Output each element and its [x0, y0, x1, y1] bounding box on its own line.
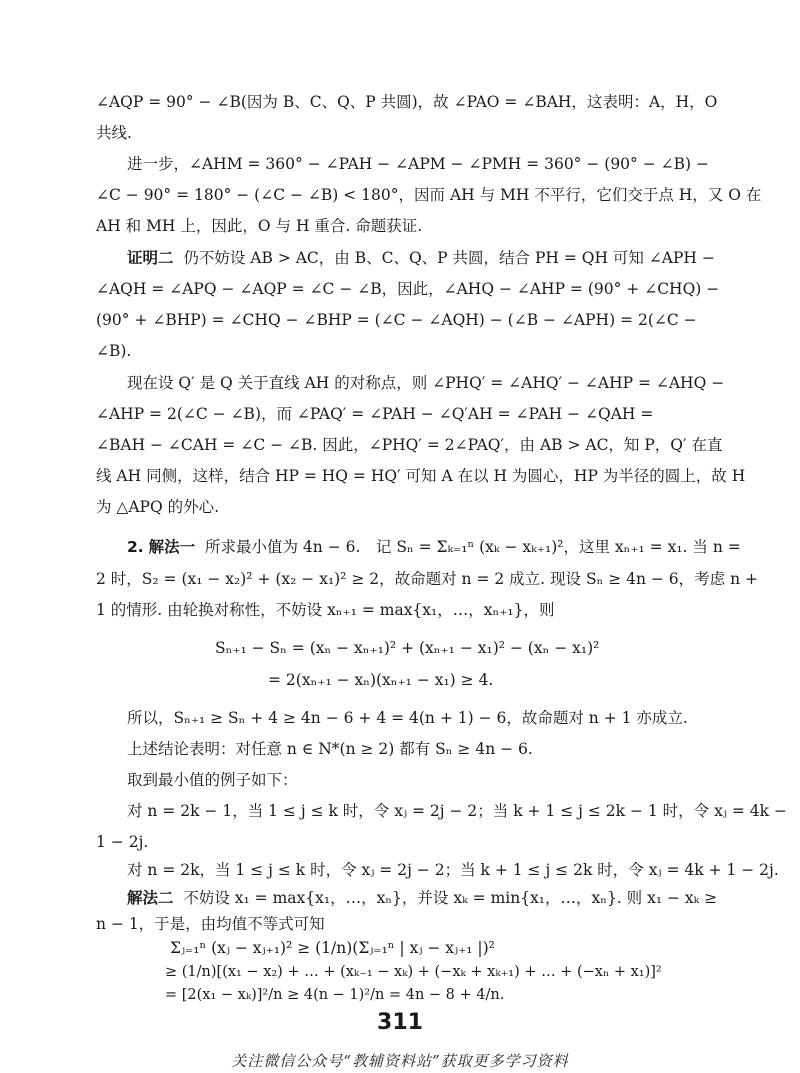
- text-line: AH 和 MH 上，因此，O 与 H 重合. 命题获证.: [96, 217, 423, 235]
- text-span: 不妨设 x₁ = max{x₁，…，xₙ}，并设 xₖ = min{x₁，…，xₙ}. 则 x₁ − xₖ ≥: [183, 889, 718, 907]
- equation-line: = 2(xₙ₊₁ − xₙ)(xₙ₊₁ − x₁) ≥ 4.: [268, 671, 494, 689]
- proof-two-first-line: [0, 248, 800, 268]
- problem-number: 2.: [127, 538, 144, 556]
- text-line: 取到最小值的例子如下：: [127, 771, 298, 789]
- text-span: 所求最小值为 4n − 6. 记 Sₙ = Σₖ₌₁ⁿ (xₖ − xₖ₊₁)²，这里 xₙ₊₁ = x₁. 当 n =: [205, 538, 741, 556]
- text-line: 对 n = 2k − 1，当 1 ≤ j ≤ k 时，令 xⱼ = 2j − 2；当 k + 1 ≤ j ≤ 2k − 1 时，令 xⱼ = 4k −: [127, 802, 787, 820]
- page-number: 311: [377, 1010, 423, 1035]
- text-line: ∠AQH = ∠APQ − ∠AQP = ∠C − ∠B，因此，∠AHQ − ∠AHP = (90° + ∠CHQ) −: [96, 280, 720, 298]
- text-line: 上述结论表明：对任意 n ∈ N*(n ≥ 2) 都有 Sₙ ≥ 4n − 6.: [127, 740, 533, 758]
- equation-line: Sₙ₊₁ − Sₙ = (xₙ − xₙ₊₁)² + (xₙ₊₁ − x₁)² − (xₙ − x₁)²: [215, 639, 600, 657]
- text-line: 2 时，S₂ = (x₁ − x₂)² + (x₂ − x₁)² ≥ 2，故命题对 n = 2 成立. 现设 Sₙ ≥ 4n − 6，考虑 n +: [96, 570, 758, 588]
- solution-one-label: 解法一: [148, 538, 196, 556]
- proof-two-label: 证明二: [127, 249, 174, 267]
- problem-two-first-line: [0, 537, 800, 557]
- text-line: ∠AQP = 90° − ∠B(因为 B、C、Q、P 共圆)，故 ∠PAO = ∠BAH，这表明：A，H，O: [96, 93, 718, 111]
- text-line: 线 AH 同侧，这样，结合 HP = HQ = HQ′ 可知 A 在以 H 为圆心，HP 为半径的圆上，故 H: [96, 467, 746, 485]
- equation-line: = [2(x₁ − xₖ)]²/n ≥ 4(n − 1)²/n = 4n − 8 + 4/n.: [165, 987, 505, 1003]
- text-line: 共线.: [96, 124, 132, 142]
- equation-line: Σⱼ₌₁ⁿ (xⱼ − xⱼ₊₁)² ≥ (1/n)(Σⱼ₌₁ⁿ | xⱼ − xⱼ₊₁ |)²: [170, 939, 495, 957]
- text-line: n − 1，于是，由均值不等式可知: [96, 915, 325, 933]
- solution-two-first-line: [0, 888, 800, 908]
- text-line: 进一步，∠AHM = 360° − ∠PAH − ∠APM − ∠PMH = 360° − (90° − ∠B) −: [127, 155, 709, 173]
- text-span: 仍不妨设 AB > AC，由 B、C、Q、P 共圆，结合 PH = QH 可知 ∠APH −: [183, 249, 715, 267]
- solution-two-label: 解法二: [127, 889, 174, 907]
- text-line: 1 的情形. 由轮换对称性，不妨设 xₙ₊₁ = max{x₁，…，xₙ₊₁}，则: [96, 601, 555, 619]
- text-line: ∠AHP = 2(∠C − ∠B)，而 ∠PAQ′ = ∠PAH − ∠Q′AH = ∠PAH − ∠QAH =: [96, 405, 654, 423]
- footer-watermark: 关注微信公众号“教辅资料站”获取更多学习资料: [231, 1052, 569, 1070]
- text-line: 所以，Sₙ₊₁ ≥ Sₙ + 4 ≥ 4n − 6 + 4 = 4(n + 1) − 6，故命题对 n + 1 亦成立.: [127, 709, 688, 727]
- text-line: ∠BAH − ∠CAH = ∠C − ∠B. 因此，∠PHQ′ = 2∠PAQ′，由 AB > AC，知 P，Q′ 在直: [96, 436, 723, 454]
- text-line: ∠C − 90° = 180° − (∠C − ∠B) < 180°，因而 AH 与 MH 不平行，它们交于点 H，又 O 在: [96, 186, 762, 204]
- text-line: ∠B).: [96, 342, 132, 360]
- text-line: (90° + ∠BHP) = ∠CHQ − ∠BHP = (∠C − ∠AQH) − (∠B − ∠APH) = 2(∠C −: [96, 311, 697, 329]
- text-line: 对 n = 2k，当 1 ≤ j ≤ k 时，令 xⱼ = 2j − 2；当 k + 1 ≤ j ≤ 2k 时，令 xⱼ = 4k + 1 − 2j.: [127, 861, 779, 879]
- equation-line: ≥ (1/n)[(x₁ − x₂) + … + (xₖ₋₁ − xₖ) + (−xₖ + xₖ₊₁) + … + (−xₙ + x₁)]²: [165, 964, 662, 980]
- text-line: 1 − 2j.: [96, 833, 149, 851]
- text-line: 为 △APQ 的外心.: [96, 498, 220, 516]
- text-line: 现在设 Q′ 是 Q 关于直线 AH 的对称点，则 ∠PHQ′ = ∠AHQ′ − ∠AHP = ∠AHQ −: [127, 374, 725, 392]
